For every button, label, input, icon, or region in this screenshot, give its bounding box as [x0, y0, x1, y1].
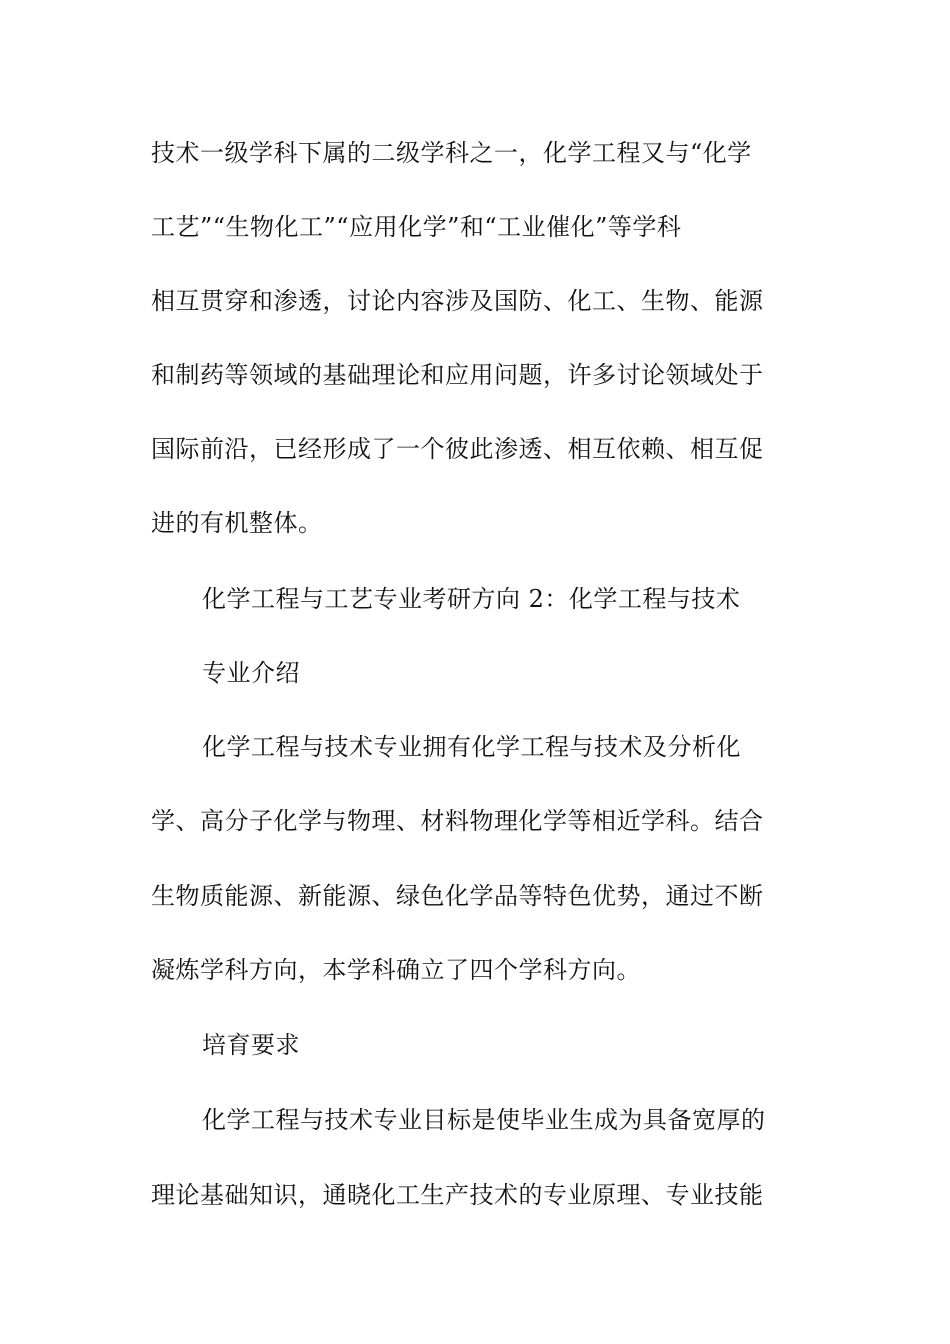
paragraph-line: 凝炼学科方向，本学科确立了四个学科方向。	[151, 956, 641, 984]
paragraph-line: 理论基础知识，通晓化工生产技术的专业原理、专业技能	[151, 1181, 764, 1209]
paragraph-line: 相互贯穿和渗透，讨论内容涉及国防、化工、生物、能源	[151, 287, 764, 315]
paragraph-line: 生物质能源、新能源、绿色化学品等特色优势，通过不断	[151, 882, 764, 910]
section-heading: 化学工程与工艺专业考研方向 2：化学工程与技术	[202, 585, 741, 613]
paragraph-line: 工艺”“生物化工”“应用化学”和“工业催化”等学科	[151, 213, 682, 241]
paragraph-line: 技术一级学科下属的二级学科之一，化学工程又与“化学	[151, 139, 752, 167]
subsection-heading: 专业介绍	[202, 659, 300, 687]
paragraph-line: 进的有机整体。	[151, 509, 323, 537]
paragraph-line: 化学工程与技术专业拥有化学工程与技术及分析化	[202, 733, 741, 761]
subsection-heading: 培育要求	[202, 1031, 300, 1059]
paragraph-line: 国际前沿，已经形成了一个彼此渗透、相互依赖、相互促	[151, 435, 764, 463]
paragraph-line: 学、高分子化学与物理、材料物理化学等相近学科。结合	[151, 807, 764, 835]
paragraph-line: 和制药等领域的基础理论和应用问题，许多讨论领域处于	[151, 361, 764, 389]
paragraph-line: 化学工程与技术专业目标是使毕业生成为具备宽厚的	[202, 1106, 766, 1134]
